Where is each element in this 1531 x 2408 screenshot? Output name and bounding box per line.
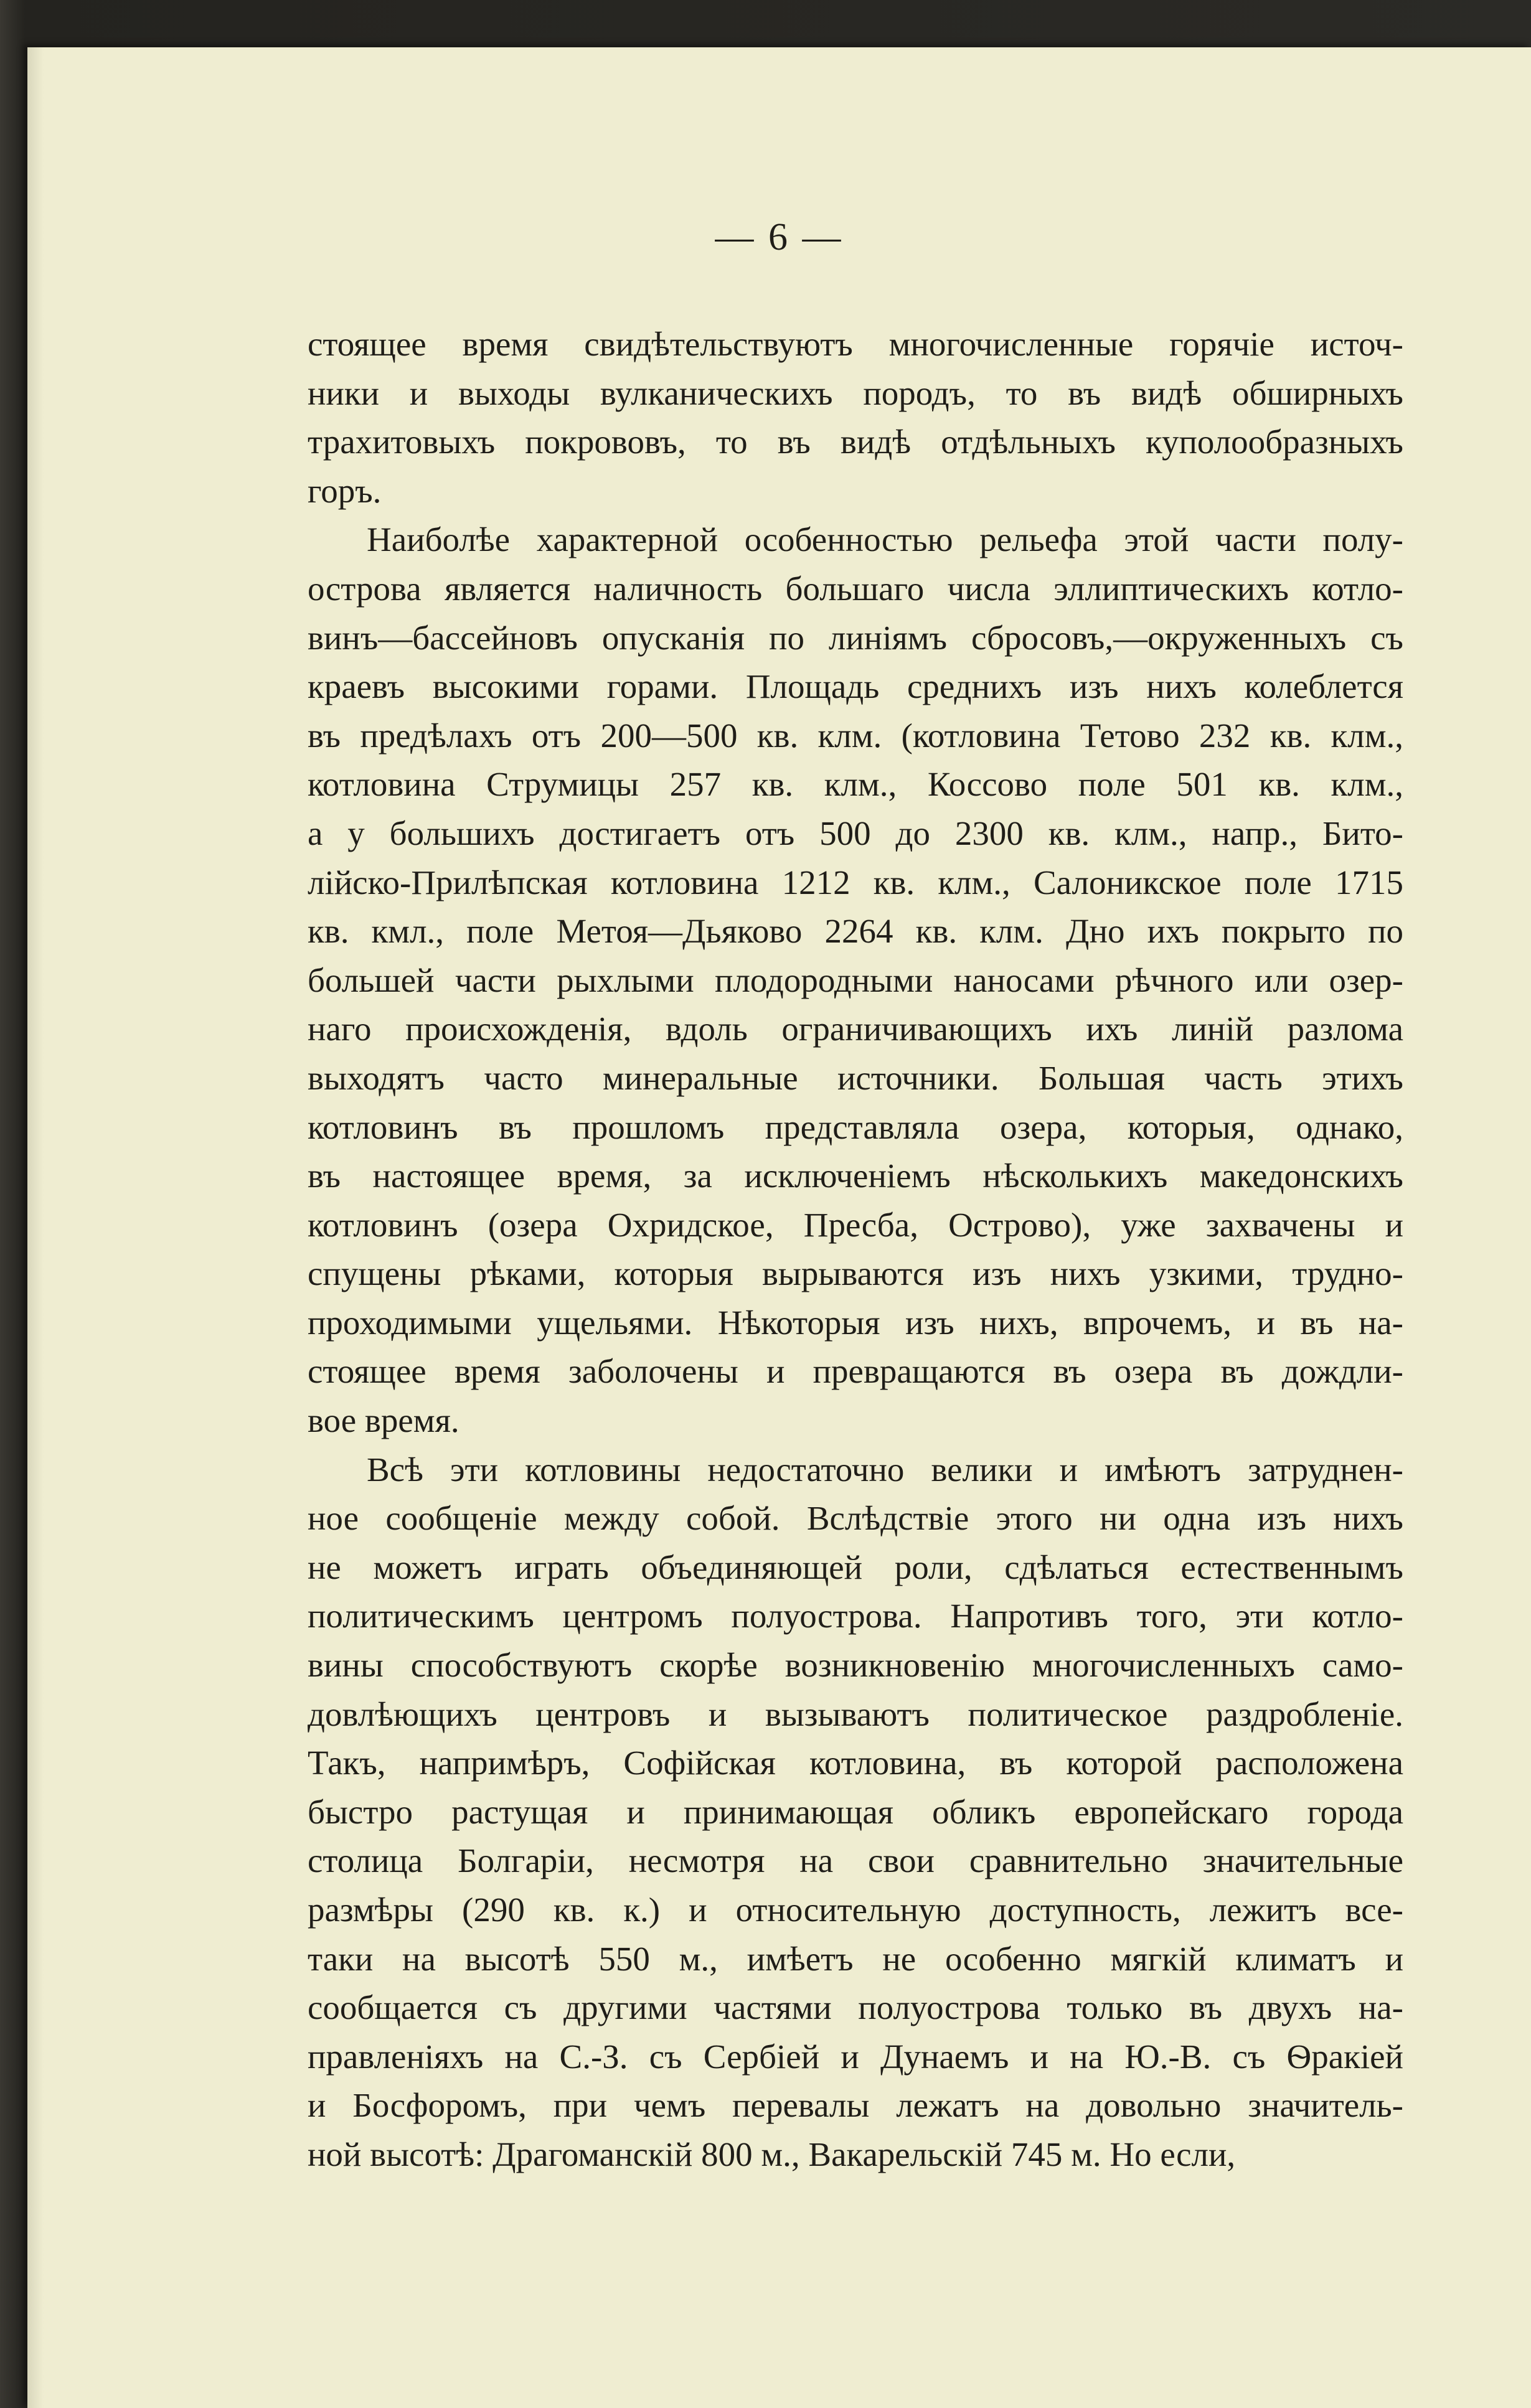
page-number: — 6 — [715, 216, 844, 258]
text-line: правленіяхъ на С.-З. съ Сербіей и Дунаемъ и на Ю.-В. съ Ѳракіей [308, 2037, 1403, 2076]
text-line: быстро растущая и принимающая обликъ европейскаго города [308, 1792, 1403, 1831]
text-line: стоящее время свидѣтельствуютъ многочисленные горячіе источ- [308, 325, 1403, 363]
text-line: Наиболѣе характерной особенностью рельефа этой части полу- [367, 520, 1403, 559]
text-line: въ предѣлахъ отъ 200—500 кв. клм. (котловина Тетово 232 кв. клм., [308, 716, 1403, 755]
text-line: таки на высотѣ 550 м., имѣетъ не особенно мягкій климатъ и [308, 1939, 1403, 1978]
body-text [308, 320, 1403, 2180]
text-line: политическимъ центромъ полуострова. Напротивъ того, эти котло- [308, 1597, 1403, 1635]
text-line: острова является наличность большаго числа эллиптическихъ котло- [308, 569, 1403, 608]
text-line: Такъ, напримѣръ, Софійская котловина, въ которой расположена [308, 1744, 1403, 1782]
text-line: Всѣ эти котловины недостаточно велики и имѣютъ затруднен- [367, 1450, 1403, 1489]
text-line: котловинъ (озера Охридское, Пресба, Острово), уже захвачены и [308, 1205, 1403, 1244]
text-line: горъ. [308, 471, 382, 510]
text-line: въ настоящее время, за исключеніемъ нѣсколькихъ македонскихъ [308, 1157, 1403, 1195]
text-line: лійско-Прилѣпская котловина 1212 кв. клм., Салоникское поле 1715 [308, 863, 1403, 901]
text-line: вины способствуютъ скорѣе возникновенію многочисленныхъ само- [308, 1646, 1403, 1685]
text-line: столица Болгаріи, несмотря на свои сравнительно значительные [308, 1841, 1403, 1880]
text-line: проходимыми ущельями. Нѣкоторыя изъ нихъ, впрочемъ, и въ на- [308, 1303, 1403, 1342]
text-line: ное сообщеніе между собой. Вслѣдствіе этого ни одна изъ нихъ [308, 1499, 1403, 1538]
text-line: наго происхожденія, вдоль ограничивающихъ ихъ линій разлома [308, 1010, 1403, 1048]
text-line: довлѣющихъ центровъ и вызываютъ политическое раздробленіе. [308, 1695, 1403, 1733]
text-line: а у большихъ достигаетъ отъ 500 до 2300 кв. клм., напр., Бито- [308, 814, 1403, 852]
text-line: винъ—бассейновъ опусканія по линіямъ сбросовъ,—окруженныхъ съ [308, 618, 1403, 657]
text-line: большей части рыхлыми плодородными наносами рѣчного или озер- [308, 961, 1403, 999]
text-line: спущены рѣками, которыя вырываются изъ нихъ узкими, трудно- [308, 1254, 1403, 1293]
text-line: вое время. [308, 1401, 459, 1440]
text-line: котловинъ въ прошломъ представляла озера, которыя, однако, [308, 1108, 1403, 1146]
text-line: и Босфоромъ, при чемъ перевалы лежатъ на довольно значитель- [308, 2086, 1403, 2125]
text-line: выходятъ часто минеральные источники. Большая часть этихъ [308, 1058, 1403, 1097]
text-line: котловина Струмицы 257 кв. клм., Коссово поле 501 кв. клм., [308, 765, 1403, 804]
text-line: стоящее время заболочены и превращаются въ озера въ дождли- [308, 1352, 1403, 1391]
book-page [27, 47, 1531, 2408]
text-line: трахитовыхъ покрововъ, то въ видѣ отдѣльныхъ куполообразныхъ [308, 423, 1403, 461]
text-line: кв. кмл., поле Метоя—Дьяково 2264 кв. клм. Дно ихъ покрыто по [308, 912, 1403, 951]
text-line: краевъ высокими горами. Площадь среднихъ изъ нихъ колеблется [308, 667, 1403, 706]
text-line: не можетъ играть объединяющей роли, сдѣлаться естественнымъ [308, 1548, 1403, 1586]
text-line: сообщается съ другими частями полуострова только въ двухъ на- [308, 1988, 1403, 2027]
text-line: ники и выходы вулканическихъ породъ, то въ видѣ обширныхъ [308, 374, 1403, 412]
text-line: ной высотѣ: Драгоманскій 800 м., Вакарельскій 745 м. Но если, [308, 2135, 1236, 2173]
text-line: размѣры (290 кв. к.) и относительную доступность, лежитъ все- [308, 1891, 1403, 1929]
